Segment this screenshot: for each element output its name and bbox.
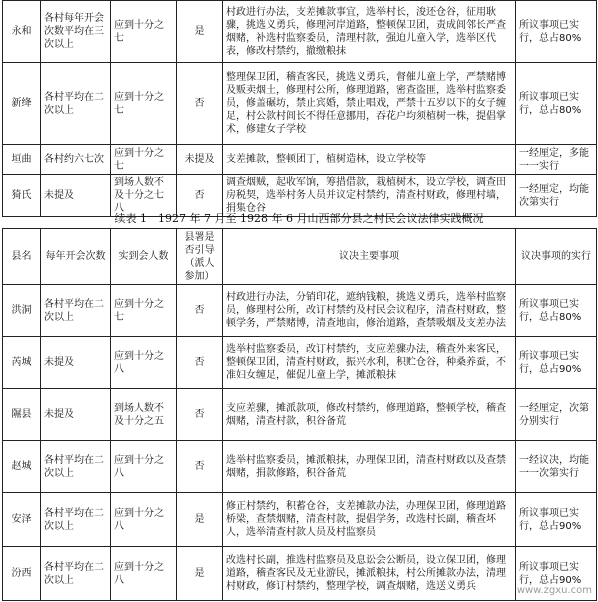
header-attendance: 实到会人数: [111, 229, 177, 285]
items-cell: 修正村禁约，积蓄仓谷，支差摊款办法，办理保卫团，修理道路桥梁，查禁烟赌，清查村款，提倡学务，改选村长副，稽查坏人，选举清查村款人员及村监察员: [223, 493, 516, 547]
items-cell: 支应差骤，摊派款项，修改村禁约，修理道路，整顿学校，稽查烟赌，清查村款，积谷备荒: [223, 389, 516, 441]
mention-cell: 否: [177, 389, 223, 441]
items-cell: 选举村监察委员，摊派粮抹，办理保卫团，清查村财政以及查禁烟赌，捐款修路，积谷备荒: [223, 441, 516, 493]
impl-cell: 一经议决，均能一一次第实行: [516, 441, 597, 493]
attendance-cell: 到场人数不及十分之五: [111, 389, 177, 441]
header-county: 县名: [3, 229, 41, 285]
attendance-cell: 应到十分之八: [111, 441, 177, 493]
items-cell: 村政进行办法，支差摊款事宜，选举村长，浚还仓谷，征用耿骤，挑选义勇兵，修理河岸道路，整顿保卫团，责成闾邻长严查烟赌，补选村监察委员，清理村款，强迫儿童入学，选举区代表，修改村禁约，撤缴粮抹: [223, 1, 516, 63]
impl-cell: 一经厘定，多能一一实行: [516, 145, 597, 175]
county-cell: 垣曲: [3, 145, 41, 175]
county-cell: 芮城: [3, 337, 41, 389]
frequency-cell: 各村平均在二次以上: [41, 285, 111, 337]
table-row: [3, 1, 597, 63]
impl-cell: 所议事项已实行，总占90%: [516, 547, 597, 601]
frequency-cell: 各村平均在二次以上: [41, 493, 111, 547]
header-items: 议决主要事项: [223, 229, 516, 285]
county-cell: 隰县: [3, 389, 41, 441]
items-cell: 选举村监察委员，改订村禁约，支应差骤办法，稽查外来客民，整顿保卫团，清查村财政，振兴水利，积贮仓谷，种桑养蚕，不准妇女缠足，催促儿童上学，摊派粮抹: [223, 337, 516, 389]
attendance-cell: 应到十分之八: [111, 337, 177, 389]
items-cell: 支差摊款，整顿团丁，植树造林，设立学校等: [223, 145, 516, 175]
attendance-cell: 应到十分之七: [111, 1, 177, 63]
mention-cell: 否: [177, 285, 223, 337]
table-row: [3, 547, 597, 601]
items-cell: 整理保卫团，稽查客民，挑选义勇兵，督催儿童上学，严禁赌博及贩卖烟土，修理村公所，修理道路，密查盗匪，选举村监察委员，修盖碾坊，禁止宾婚，禁止唱戏，严禁十五岁以下的女子缠足，村公款村闾长不得任意挪用，吞花户均须植树一株，提倡掌术，修建女子学校: [223, 63, 516, 145]
impl-cell: 所议事项已实行，总占80%: [516, 63, 597, 145]
mention-cell: 否: [177, 337, 223, 389]
items-cell: 改选村长副，推选村监察员及息讼会公断员，设立保卫团，修理道路，稽查客民及无业游民，摊派粮抹，村公所摊款办法，清理村财政，修订村禁约，整理学校，调查烟赌，选送义勇兵: [223, 547, 516, 601]
mention-cell: 未提及: [177, 145, 223, 175]
attendance-cell: 到场人数不及十分之七八: [111, 175, 177, 217]
frequency-cell: 未提及: [41, 175, 111, 217]
frequency-cell: 未提及: [41, 337, 111, 389]
attendance-cell: 应到十分之八: [111, 547, 177, 601]
impl-cell: 所议事项已实行，总占80%: [516, 1, 597, 63]
table-row: [3, 285, 597, 337]
frequency-cell: 各村每年开会次数平均在三次以上: [41, 1, 111, 63]
frequency-cell: 各村约六七次: [41, 145, 111, 175]
mention-cell: 是: [177, 1, 223, 63]
table-caption: 续表 1 1927 年 7 月至 1928 年 6 月山西部分县之村民会议法律实践概况: [114, 212, 484, 225]
header-mention: 县署是否引导（派人参加）: [177, 229, 223, 285]
county-cell: 洪洞: [3, 285, 41, 337]
attendance-cell: 应到十分之七: [111, 63, 177, 145]
table-row: [3, 145, 597, 175]
county-cell: 汾西: [3, 547, 41, 601]
header-frequency: 每年开会次数: [41, 229, 111, 285]
table-continued-1: [2, 228, 597, 601]
table-row: [3, 63, 597, 145]
frequency-cell: 各村平均在二次以上: [41, 547, 111, 601]
table-row: [3, 493, 597, 547]
mention-cell: 否: [177, 175, 223, 217]
table-continued-top: [2, 0, 597, 217]
impl-cell: 所议事项已实行，总占90%: [516, 337, 597, 389]
attendance-cell: 应到十分之七: [111, 145, 177, 175]
impl-cell: 所议事项已实行，总占80%: [516, 285, 597, 337]
frequency-cell: 未提及: [41, 389, 111, 441]
impl-cell: 一经厘定，次第分别实行: [516, 389, 597, 441]
table-row: [3, 337, 597, 389]
frequency-cell: 各村平均在二次以上: [41, 63, 111, 145]
watermark: www.zgxu.com: [516, 585, 592, 596]
table-header-row: [3, 229, 597, 285]
county-cell: 赵城: [3, 441, 41, 493]
table-row: [3, 389, 597, 441]
table-row: [3, 441, 597, 493]
items-cell: 调查烟贼，起收军饷，筹措借款，栽植树木，设立学校，调查田房税契，选举村务人员并议定村禁约，清查村财政，修理村墙，捐集仓谷: [223, 175, 516, 217]
header-impl: 议决事项的实行: [516, 229, 597, 285]
mention-cell: 否: [177, 63, 223, 145]
mention-cell: 是: [177, 547, 223, 601]
mention-cell: 否: [177, 441, 223, 493]
impl-cell: 所议事项已实行，总占90%: [516, 493, 597, 547]
county-cell: 安泽: [3, 493, 41, 547]
county-cell: 永和: [3, 1, 41, 63]
county-cell: 猗氏: [3, 175, 41, 217]
impl-cell: 一经厘定，均能次第实行: [516, 175, 597, 217]
attendance-cell: 应到十分之七: [111, 285, 177, 337]
attendance-cell: 应到十分之八: [111, 493, 177, 547]
frequency-cell: 各村平均在二次以上: [41, 441, 111, 493]
county-cell: 新绛: [3, 63, 41, 145]
items-cell: 村政进行办法，分销印花，遮纳钱粮，挑选义勇兵，选举村监察员，修理村公所，改订村禁约及村民会议程序，清查村财政，整顿学务，严禁赌博，清查地亩，修治道路，查禁吸烟及支差办法: [223, 285, 516, 337]
mention-cell: 是: [177, 493, 223, 547]
